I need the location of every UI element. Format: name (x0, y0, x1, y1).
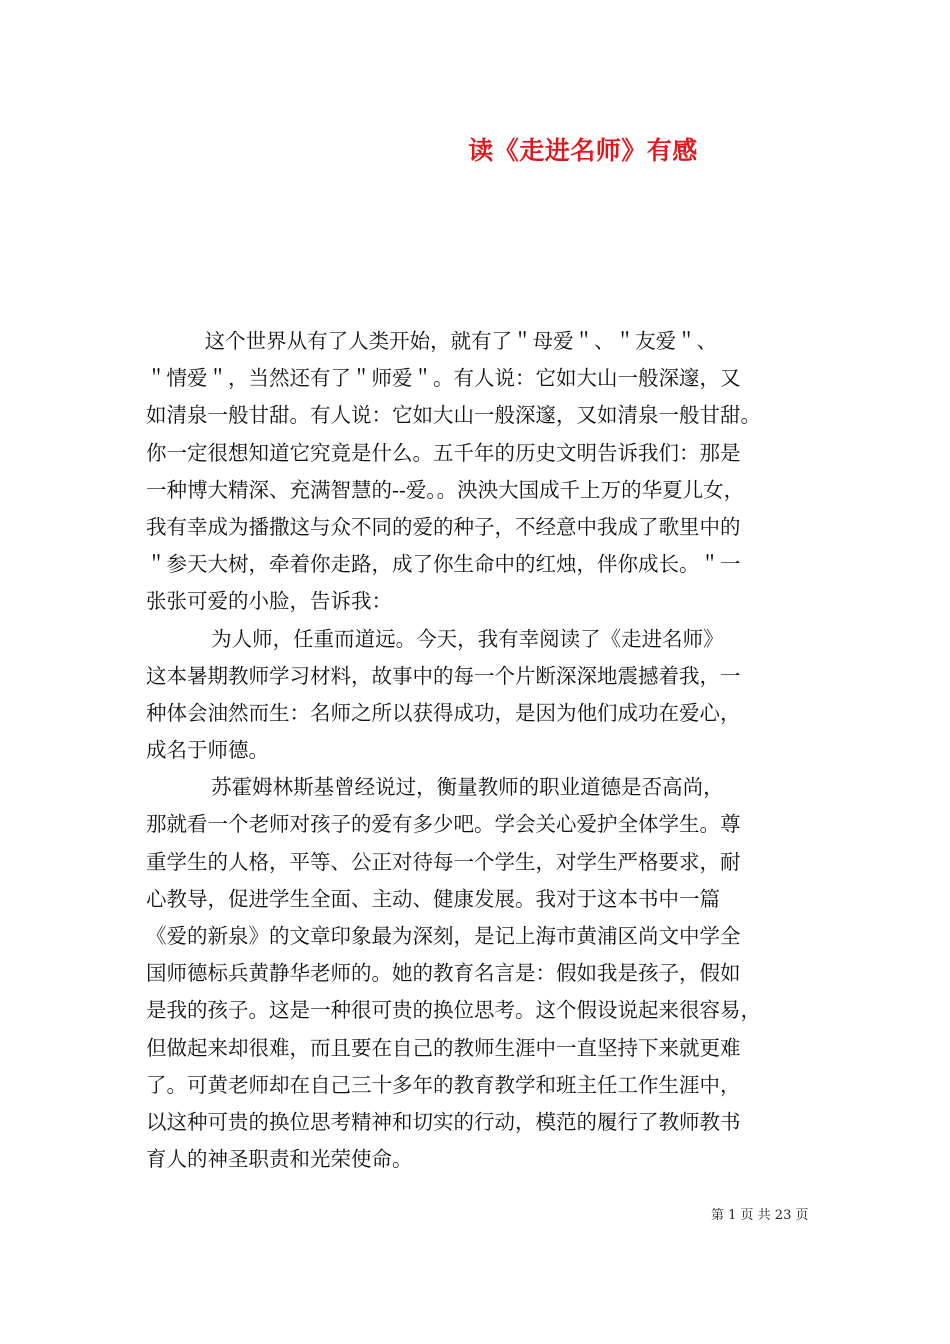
document-title: 读《走进名师》有感 (468, 136, 698, 165)
text-line: ＂情爱＂，当然还有了＂师爱＂。有人说：它如大山一般深邃，又 (146, 366, 741, 391)
text-line: 你一定很想知道它究竟是什么。五千年的历史文明告诉我们：那是 (146, 440, 741, 465)
document-body (146, 323, 808, 1178)
text-line: 一种博大精深、充满智慧的--爱。。泱泱大国成千上万的华夏儿女， (146, 477, 745, 502)
text-line: 那就看一个老师对孩子的爱有多少吧。学会关心爱护全体学生。尊 (146, 812, 741, 837)
text-line: 张张可爱的小脸，告诉我： (146, 589, 392, 614)
text-line: 心教导，促进学生全面、主动、健康发展。我对于这本书中一篇 (146, 886, 720, 911)
text-line: ＂参天大树，牵着你走路，成了你生命中的红烛，伴你成长。＂一 (146, 552, 741, 577)
paragraph-2 (146, 621, 808, 770)
text-line: 这本暑期教师学习材料，故事中的每一个片断深深地震撼着我，一 (146, 663, 741, 688)
paragraph-3 (146, 769, 808, 1178)
text-line: 是我的孩子。这是一种很可贵的换位思考。这个假设说起来很容易， (146, 998, 761, 1023)
text-line: 育人的神圣职责和光荣使命。 (146, 1147, 413, 1172)
text-line: 重学生的人格，平等、公正对待每一个学生，对学生严格要求，耐 (146, 849, 741, 874)
text-line: 如清泉一般甘甜。有人说：它如大山一般深邃，又如清泉一般甘甜。 (146, 403, 761, 428)
text-line: 种体会油然而生：名师之所以获得成功，是因为他们成功在爱心， (146, 700, 741, 725)
text-line: 苏霍姆林斯基曾经说过，衡量教师的职业道德是否高尚， (146, 775, 724, 800)
text-line: 了。可黄老师却在自己三十多年的教育教学和班主任工作生涯中， (146, 1072, 741, 1097)
text-line: 《爱的新泉》的文章印象最为深刻，是记上海市黄浦区尚文中学全 (146, 924, 741, 948)
text-line: 以这种可贵的换位思考精神和切实的行动，模范的履行了教师教书 (146, 1109, 741, 1134)
text-line: 这个世界从有了人类开始，就有了＂母爱＂、＂友爱＂、 (146, 329, 718, 353)
text-line: 国师德标兵黄静华老师的。她的教育名言是：假如我是孩子，假如 (146, 961, 741, 986)
text-line: 但做起来却很难，而且要在自己的教师生涯中一直坚持下来就更难 (146, 1035, 741, 1060)
text-line: 我有幸成为播撒这与众不同的爱的种子，不经意中我成了歌里中的 (146, 514, 741, 539)
text-line: 为人师，任重而道远。今天，我有幸阅读了《走进名师》 (146, 626, 724, 651)
paragraph-1 (146, 323, 808, 621)
text-line: 成名于师德。 (146, 738, 269, 763)
page-number-footer: 第 1 页 共 23 页 (711, 1208, 809, 1223)
